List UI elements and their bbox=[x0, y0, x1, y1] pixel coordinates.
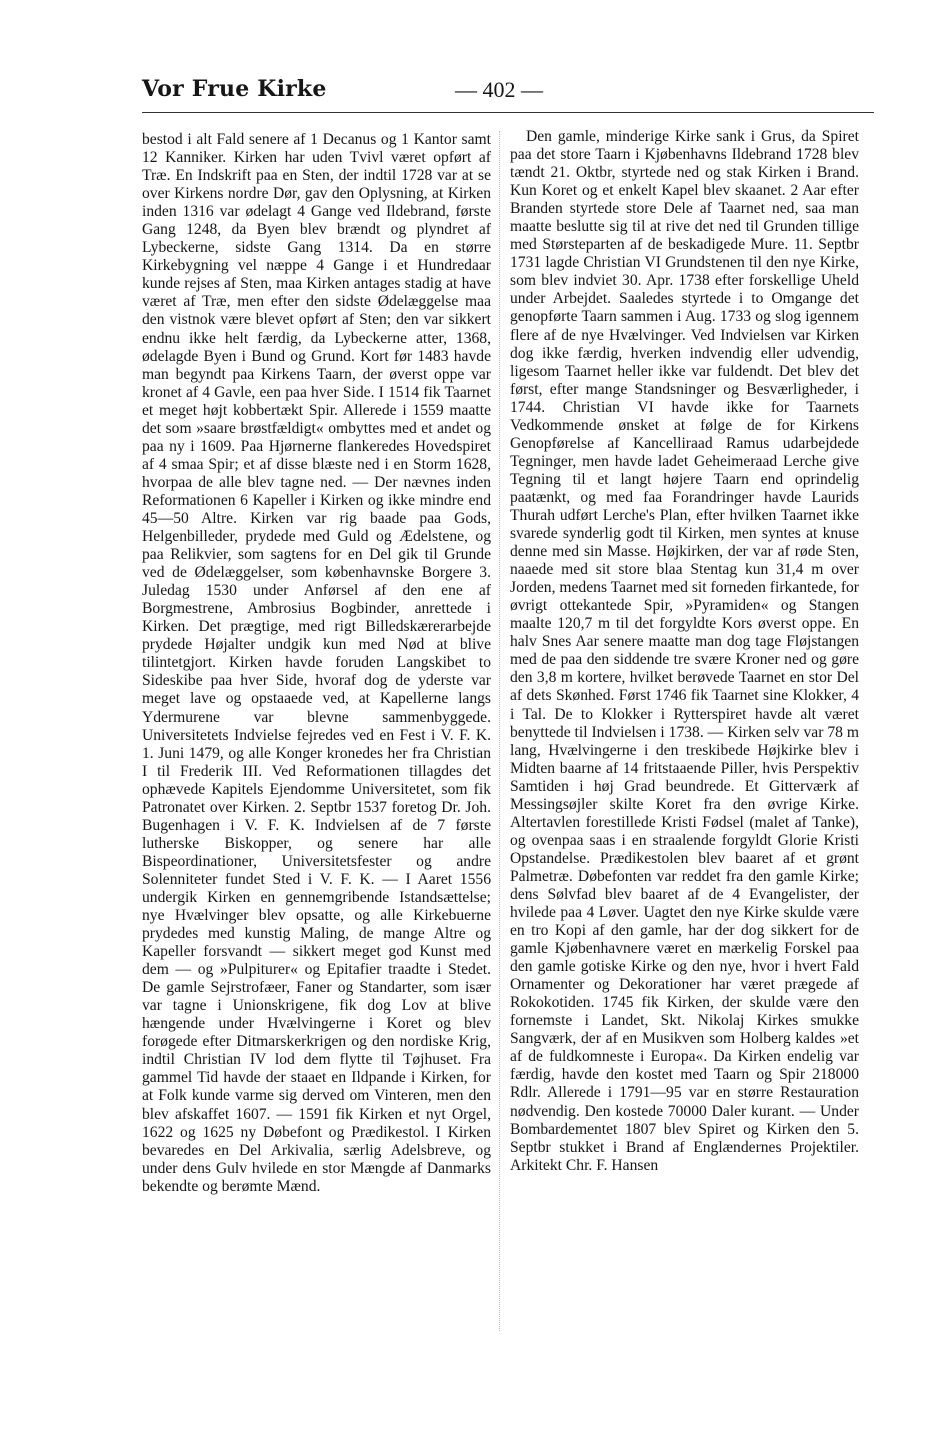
right-column-text: Den gamle, minderige Kirke sank i Grus, da Spiret paa det store Taarn i Kjøbenhavns Ildebrand 1728 blev tændt 21. Oktbr, styrtede ned og stak Kirken i Brand. Kun Koret og et enkelt Kapel blev skaanet. 2 Aar efter Branden styrtede store Dele af Taarnet ned, saa man maatte beslutte sig til at rive det ned til Grunden tillige med Størsteparten af de beskadigede Mure. 11. Septbr 1731 lagde Christian VI Grundstenen til den nye Kirke, som blev indviet 30. Apr. 1738 efter forskellige Uheld under Arbejdet. Saaledes styrtede i to Omgange det genopførte Taarn sammen i Aug. 1733 og slog igennem flere af de nye Hvælvinger. Ved Indvielsen var Kirken dog ikke færdig, hverken indvendig eller udvendig, ligesom Taarnet heller ikke var fuldendt. Det blev det først, efter mange Standsninger og Besværligheder, i 1744. Christian VI havde ikke for Taarnets Vedkommende ønsket at følge de for Kirkens Genopførelse af Kancelliraad Ramus udarbejdede Tegninger, men havde ladet Geheimeraad Lerche give Tegning til et langt højere Taarn end oprindelig paatænkt, og med faa Forandringer havde Laurids Thurah udført Lerche's Plan, efter hvilken Taarnet ikke svarede synderlig godt til Kirken, men syntes at knuse denne med sin Masse. Højkirken, der var af røde Sten, naaede med sit store blaa Stentag kun 31,4 m over Jorden, medens Taarnet med sit forneden firkantede, for øvrigt ottekantede Spir, »Pyramiden« og Stangen maalte 120,7 m til det forgyldte Kors øverst oppe. En halv Snes Aar senere maatte man dog tage Fløjstangen med de paa den siddende tre svære Kroner ned og gøre den 3,8 m kortere, hvilket berøvede Taarnet en stor Del af dets Skønhed. Først 1746 fik Taarnet sine Klokker, 4 i Tal. De to Klokker i Rytterspiret havde alt været benyttede til Indvielsen i 1738. — Kirken selv var 78 m lang, Hvælvingerne i den treskibede Højkirke blev i Midten baarne af 14 fritstaaende Piller, hvis Perspektiv Samtiden i høj Grad beundrede. Et Gitterværk af Messingsøjler skilte Koret fra den øvrige Kirke. Altertavlen forestillede Kristi Fødsel (malet af Tanke), og ovenpaa saas i en straalende forgyldt Glorie Kristi Opstandelse. Prædikestolen blev baaret af et grønt Palmetræ. Døbefonten var reddet fra den gamle Kirke; dens Sølvfad blev baaret af de 4 Evangelister, der hvilede paa 4 Løver. Uagtet den nye Kirke skulde være en tro Kopi af den gamle, har der dog sikkert for de gamle Kjøbenhavnere været en mærkelig Forskel paa den gamle gotiske Kirke og den nye, hvor i hvert Fald Ornamenter og Dekorationer har været prægede af Rokokotiden. 1745 fik Kirken, der skulde være den fornemste i Landet, Skt. Nikolaj Kirkes smukke Sangværk, der af en Musikven som Holberg kaldes »et af de fuldkomneste i Europa«. Da Kirken endelig var færdig, havde den kostet med Taarn og Spir 218000 Rdlr. Allerede i 1791—95 var en større Restauration nødvendig. Den kostede 70000 Daler kurant. — Under Bombardementet 1807 blev Spiret og Kirken den 5. Septbr stukket i Brand af Englændernes Projektiler. Arkitekt Chr. F. Hansen bbox=[510, 128, 859, 1174]
page-number: — 402 — bbox=[455, 77, 543, 102]
running-header bbox=[142, 74, 874, 110]
left-column bbox=[142, 131, 491, 1196]
right-column bbox=[510, 128, 859, 1175]
column-divider bbox=[499, 131, 500, 1331]
header-rule bbox=[142, 112, 874, 113]
left-column-text: bestod i alt Fald senere af 1 Decanus og 1 Kantor samt 12 Kanniker. Kirken har uden Tvivl været opført af Træ. En Indskrift paa en Sten, der indtil 1728 var at se over Kirkens nordre Dør, gav den Oplysning, at Kirken inden 1316 var ødelagt 4 Gange ved Ildebrand, første Gang 1248, da Byen blev brændt og plyndret af Lybeckerne, sidste Gang 1314. Da en større Kirkebygning vel næppe 4 Gange i et Hundredaar kunde rejses af Sten, maa Kirken antages stadig at have været af Træ, men efter den sidste Ødelæggelse maa den vistnok være blevet opført af Sten; den var sikkert endnu ikke helt færdig, da Lybeckerne atter, 1368, ødelagde Byen i Bund og Grund. Kort før 1483 havde man begyndt paa Kirkens Taarn, der øverst oppe var kronet af 4 Gavle, een paa hver Side. I 1514 fik Taarnet et meget højt kobbertækt Spir. Allerede i 1559 maatte det som »saare brøstfældigt« ombyttes med et andet og paa ny i 1609. Paa Hjørnerne flankeredes Hovedspiret af 4 smaa Spir; et af disse blæste ned i en Storm 1628, hvorpaa de alle blev tagne ned. — Der nævnes inden Reformationen 6 Kapeller i Kirken og ikke mindre end 45—50 Altre. Kirken var rig baade paa Gods, Helgenbilleder, prydede med Guld og Ædelstene, og paa Relikvier, som sagtens for en Del gik til Grunde ved de Ødelæggelser, som københavnske Borgere 3. Juledag 1530 under Anførsel af den ene af Borgmestrene, Ambrosius Bogbinder, anrettede i Kirken. Det prægtige, med rigt Billedskærerarbejde prydede Højalter undgik kun med Nød at blive tilintetgjort. Kirken havde foruden Langskibet to Sideskibe paa hver Side, hvoraf dog de yderste var meget lave og opstaaede ved, at Kapellerne langs Ydermurene var blevne sammenbyggede. Universitetets Indvielse fejredes ved en Fest i V. F. K. 1. Juni 1479, og alle Konger kronedes her fra Christian I til Frederik III. Ved Reformationen tillagdes det ophævede Kapitels Ejendomme Universitetet, som fik Patronatet over Kirken. 2. Septbr 1537 foretog Dr. Joh. Bugenhagen i V. F. K. Indvielsen af de 7 første lutherske Biskopper, og senere har alle Bispeordinationer, Universitetsfester og andre Solenniteter fundet Sted i V. F. K. — I Aaret 1556 undergik Kirken en gennemgribende Istandsættelse; nye Hvælvinger blev opsatte, og alle Kirkebuerne prydedes med kunstig Maling, de mange Altre og Kapeller forsvandt — sikkert meget god Kunst med dem — og »Pulpiturer« og Epitafier traadte i Stedet. De gamle Sejrstrofæer, Faner og Standarter, som især var tagne i Unionskrigene, fik dog Lov at blive hængende under Hvælvingerne i Koret og blev forøgede efter Ditmarskerkrigen og den nordiske Krig, indtil Christian IV lod dem flytte til Tøjhuset. Fra gammel Tid havde der staaet en Ildpande i Kirken, for at Folk kunde varme sig derved om Vinteren, men den blev afskaffet 1607. — 1591 fik Kirken et nyt Orgel, 1622 og 1625 ny Døbefont og Prædikestol. I Kirken bevaredes en Del Arkivalia, særlig Adelsbreve, og under dens Gulv hvilede en stor Mængde af Danmarks bekendte og berømte Mænd. bbox=[142, 131, 491, 1195]
running-title: Vor Frue Kirke bbox=[142, 76, 327, 102]
